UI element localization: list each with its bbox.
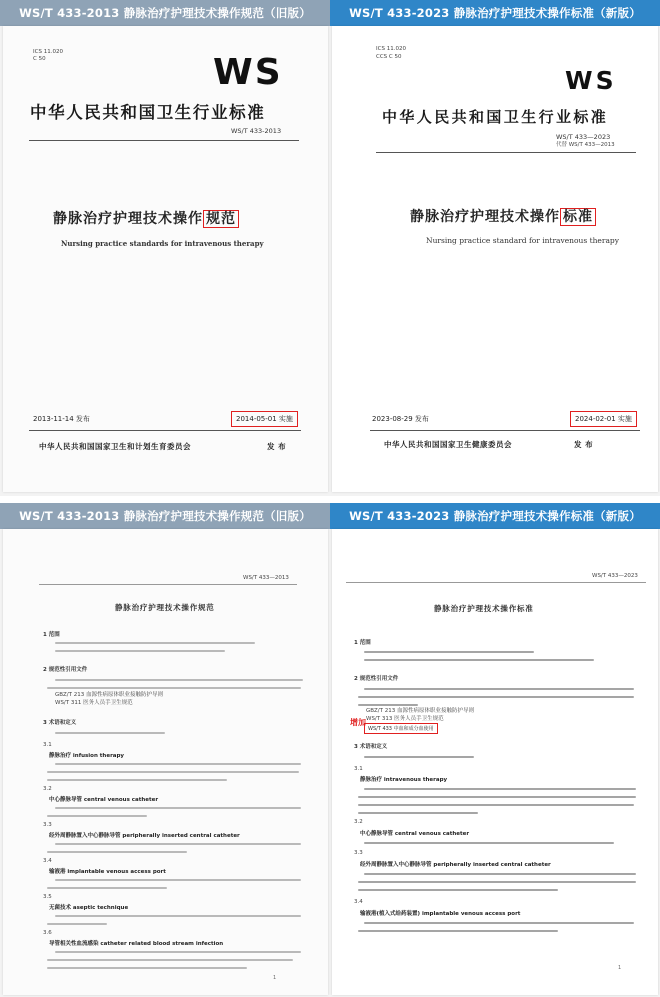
ics-code: ICS 11.020 bbox=[33, 49, 63, 55]
authority-title: 中华人民共和国卫生行业标准 bbox=[30, 103, 266, 122]
reference-item: WS/T 311 医务人员手卫生规范 bbox=[55, 700, 133, 706]
issue-date: 2023-08-29 发布 bbox=[372, 415, 429, 423]
ccs-code: CCS C 50 bbox=[376, 54, 402, 60]
cover-page-new bbox=[332, 26, 658, 492]
standard-number: WS/T 433—2023 bbox=[556, 133, 611, 141]
effective-date: 2014-05-01 实施 bbox=[231, 411, 298, 427]
reference-item: GBZ/T 213 血源性病原体职业接触防护导则 bbox=[366, 708, 475, 714]
term: 经外周静脉置入中心静脉导管 peripherally inserted central catheter bbox=[360, 862, 551, 868]
divider bbox=[29, 140, 299, 141]
highlight-box-title: 标准 bbox=[560, 208, 596, 226]
term: 导管相关性血流感染 catheter related blood stream infection bbox=[49, 941, 224, 947]
term: 经外周静脉置入中心静脉导管 peripherally inserted central catheter bbox=[49, 833, 240, 839]
added-label: 增加 bbox=[350, 718, 366, 727]
term: 中心静脉导管 central venous catheter bbox=[360, 831, 470, 837]
section-heading: 1 范围 bbox=[354, 640, 371, 646]
issuer: 中华人民共和国国家卫生健康委员会 bbox=[384, 440, 512, 449]
ics-code: ICS 11.020 bbox=[376, 46, 406, 52]
divider bbox=[370, 430, 640, 431]
cover-page-old bbox=[3, 26, 328, 492]
reference-item: WS/T 313 医务人员手卫生规范 bbox=[366, 716, 444, 722]
body-page-old: WS/T 433—2013 静脉治疗护理技术操作规范 1 范围 2 规范性引用文件 GBZ/T 213 血源性病原体职业接触防护导则 WS/T 311 医务人员手卫生规范 3 术语和定义 3.1 静脉治疗 infusion therapy 3.2 中心静脉导管 central venous catheter 3.3 经外周静脉置入中心静脉导管 peripherally inserted central catheter 3.4 输液港 implantable venous access port 3.5 无菌技术 aseptic technique 3.6 导管相关性血流感染 catheter related blood stream infection 1 bbox=[3, 529, 328, 995]
body-title: 静脉治疗护理技术操作规范 bbox=[115, 603, 215, 612]
cover-title bbox=[410, 206, 596, 226]
cover-title bbox=[53, 208, 239, 228]
header-number: WS/T 433—2023 bbox=[592, 573, 638, 579]
ws-logo: WS bbox=[213, 52, 283, 93]
page-number: 1 bbox=[618, 965, 622, 971]
section-heading: 3 术语和定义 bbox=[43, 720, 77, 726]
issuer-suffix: 发 布 bbox=[574, 440, 594, 449]
banner-body-old: WS/T 433-2013 静脉治疗护理技术操作规范（旧版） bbox=[0, 503, 330, 529]
highlight-box-new-reference: WS/T 433 中血和成分血使用 bbox=[364, 723, 438, 734]
cover-title-main: 静脉治疗护理技术操作 bbox=[410, 209, 560, 225]
cover-title-en: Nursing practice standards for intravenous therapy bbox=[61, 239, 264, 248]
panel-body-new bbox=[330, 503, 660, 997]
section-heading: 3 术语和定义 bbox=[354, 744, 388, 750]
issuer-suffix: 发 布 bbox=[267, 442, 287, 451]
cover-title-main: 静脉治疗护理技术操作 bbox=[53, 211, 203, 227]
term: 中心静脉导管 central venous catheter bbox=[49, 797, 159, 803]
ws-logo: WS bbox=[565, 66, 617, 95]
section-heading: 1 范围 bbox=[43, 632, 60, 638]
banner-cover-new: WS/T 433-2023 静脉治疗护理技术操作标准（新版） bbox=[330, 0, 660, 26]
term: 静脉治疗 intravenous therapy bbox=[360, 777, 448, 783]
panel-body-old bbox=[0, 503, 330, 997]
authority-title: 中华人民共和国卫生行业标准 bbox=[382, 108, 609, 126]
term: 无菌技术 aseptic technique bbox=[49, 905, 129, 911]
effective-date: 2024-02-01 实施 bbox=[570, 411, 637, 427]
ccs-code: C 50 bbox=[33, 56, 46, 62]
term: 输液港 implantable venous access port bbox=[49, 869, 166, 875]
term: 静脉治疗 infusion therapy bbox=[49, 753, 125, 759]
divider bbox=[29, 430, 301, 431]
standard-number: WS/T 433-2013 bbox=[231, 127, 282, 135]
replaces-note: 代替 WS/T 433—2013 bbox=[556, 142, 615, 148]
highlight-box-title: 规范 bbox=[203, 210, 239, 228]
issuer: 中华人民共和国国家卫生和计划生育委员会 bbox=[39, 442, 191, 451]
panel-cover-old bbox=[0, 0, 330, 496]
cover-title-en: Nursing practice standard for intravenous therapy bbox=[426, 236, 619, 245]
body-page-new: WS/T 433—2023 静脉治疗护理技术操作标准 1 范围 2 规范性引用文件 GBZ/T 213 血源性病原体职业接触防护导则 WS/T 313 医务人员手卫生规范 增加 WS/T 433 中血和成分血使用 3 术语和定义 3.1 静脉治疗 intravenous therapy 3.2 中心静脉导管 central venous catheter 3.3 经外周静脉置入中心静脉导管 peripherally inserted central catheter 3.4 输液港(植入式给药装置) implantable venous access port 1 bbox=[332, 529, 658, 995]
banner-body-new: WS/T 433-2023 静脉治疗护理技术操作标准（新版） bbox=[330, 503, 660, 529]
panel-cover-new bbox=[330, 0, 660, 496]
banner-cover-old: WS/T 433-2013 静脉治疗护理技术操作规范（旧版） bbox=[0, 0, 330, 26]
issue-date: 2013-11-14 发布 bbox=[33, 415, 90, 423]
header-number: WS/T 433—2013 bbox=[243, 575, 289, 581]
section-heading: 2 规范性引用文件 bbox=[354, 676, 399, 682]
body-title: 静脉治疗护理技术操作标准 bbox=[434, 604, 534, 613]
section-heading: 2 规范性引用文件 bbox=[43, 667, 88, 673]
term: 输液港(植入式给药装置) implantable venous access port bbox=[360, 911, 521, 917]
divider bbox=[376, 152, 636, 153]
page-number: 1 bbox=[273, 975, 277, 981]
header-rule bbox=[346, 582, 646, 583]
header-rule bbox=[39, 584, 297, 585]
reference-item: GBZ/T 213 血源性病原体职业接触防护导则 bbox=[55, 692, 164, 698]
